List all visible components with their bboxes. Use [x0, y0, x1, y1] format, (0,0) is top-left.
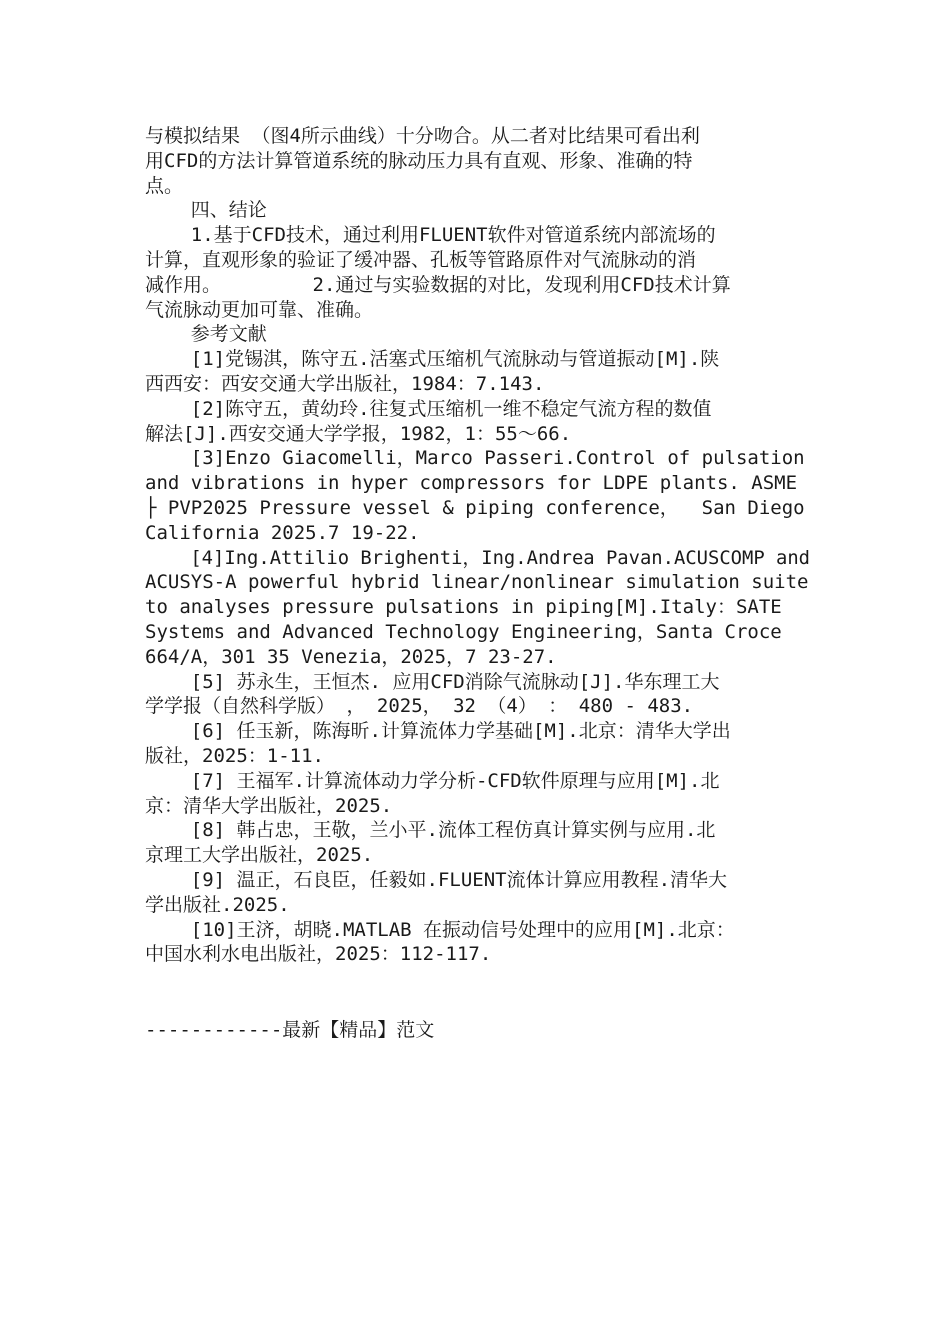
reference-line: [10]王济，胡晓.MATLAB 在振动信号处理中的应用[M].北京： — [145, 918, 735, 941]
text-line: 气流脉动更加可靠、准确。 — [145, 298, 374, 321]
reference-line: [6] 任玉新，陈海昕.计算流体力学基础[M].北京：清华大学出 — [145, 720, 731, 743]
reference-line: 中国水利水电出版社，2025：112-117. — [145, 943, 492, 966]
reference-line: 学出版社.2025. — [145, 893, 290, 916]
reference-line: 664/A，301 35 Venezia，2025，7 23-27. — [145, 645, 557, 668]
reference-line: 西西安：西安交通大学出版社，1984：7.143. — [145, 372, 545, 395]
reference-line: [8] 韩占忠，王敬，兰小平.流体工程仿真计算实例与应用.北 — [145, 819, 716, 842]
reference-line: 学学报（自然科学版） ， 2025， 32 （4） ： 480 - 483. — [145, 695, 694, 718]
reference-line: 京：清华大学出版社，2025. — [145, 794, 393, 817]
reference-line: [5] 苏永生，王恒杰. 应用CFD消除气流脉动[J].华东理工大 — [145, 670, 720, 693]
text-line: 用CFD的方法计算管道系统的脉动压力具有直观、形象、准确的特 — [145, 149, 693, 172]
reference-line: [3]Enzo Giacomelli，Marco Passeri.Control of pulsation — [145, 447, 805, 470]
section-heading: 四、结论 — [145, 199, 267, 222]
reference-line: ACUSYS-A powerful hybrid linear/nonlinear simulation suite — [145, 571, 809, 594]
document-body — [145, 124, 810, 967]
reference-line: [9] 温正，石良臣，任毅如.FLUENT流体计算应用教程.清华大 — [145, 868, 728, 891]
footer-tagline: ------------最新【精品】范文 — [145, 1019, 435, 1041]
reference-line: 京理工大学出版社，2025. — [145, 844, 374, 867]
text-line: 计算，直观形象的验证了缓冲器、孔板等管路原件对气流脉动的消 — [145, 248, 697, 271]
reference-line: ├ PVP2025 Pressure vessel & piping conference， San Diego — [145, 496, 805, 519]
reference-line: [7] 王福军.计算流体动力学分析-CFD软件原理与应用[M].北 — [145, 769, 720, 792]
text-line: 与模拟结果 （图4所示曲线）十分吻合。从二者对比结果可看出利 — [145, 125, 700, 147]
reference-line: [2]陈守五，黄幼玲.往复式压缩机一维不稳定气流方程的数值 — [145, 397, 712, 420]
text-line: 1.基于CFD技术，通过利用FLUENT软件对管道系统内部流场的 — [145, 224, 716, 247]
references-heading: 参考文献 — [145, 323, 267, 346]
reference-line: Systems and Advanced Technology Engineering，Santa Croce — [145, 620, 782, 643]
reference-line: 版社，2025：1-11. — [145, 744, 324, 767]
reference-line: 解法[J].西安交通大学学报，1982，1：55～66. — [145, 422, 572, 445]
text-line: 点。 — [145, 174, 184, 197]
reference-line: [1]党锡淇，陈守五.活塞式压缩机气流脉动与管道振动[M].陕 — [145, 348, 720, 371]
text-line: 减作用。 2.通过与实验数据的对比，发现利用CFD技术计算 — [145, 273, 731, 296]
reference-line: and vibrations in hyper compressors for LDPE plants. ASME — [145, 472, 798, 495]
reference-line: California 2025.7 19-22. — [145, 521, 420, 544]
reference-line: to analyses pressure pulsations in piping[M].Italy：SATE — [145, 596, 782, 619]
reference-line: [4]Ing.Attilio Brighenti，Ing.Andrea Pavan.ACUSCOMP and — [145, 546, 811, 569]
